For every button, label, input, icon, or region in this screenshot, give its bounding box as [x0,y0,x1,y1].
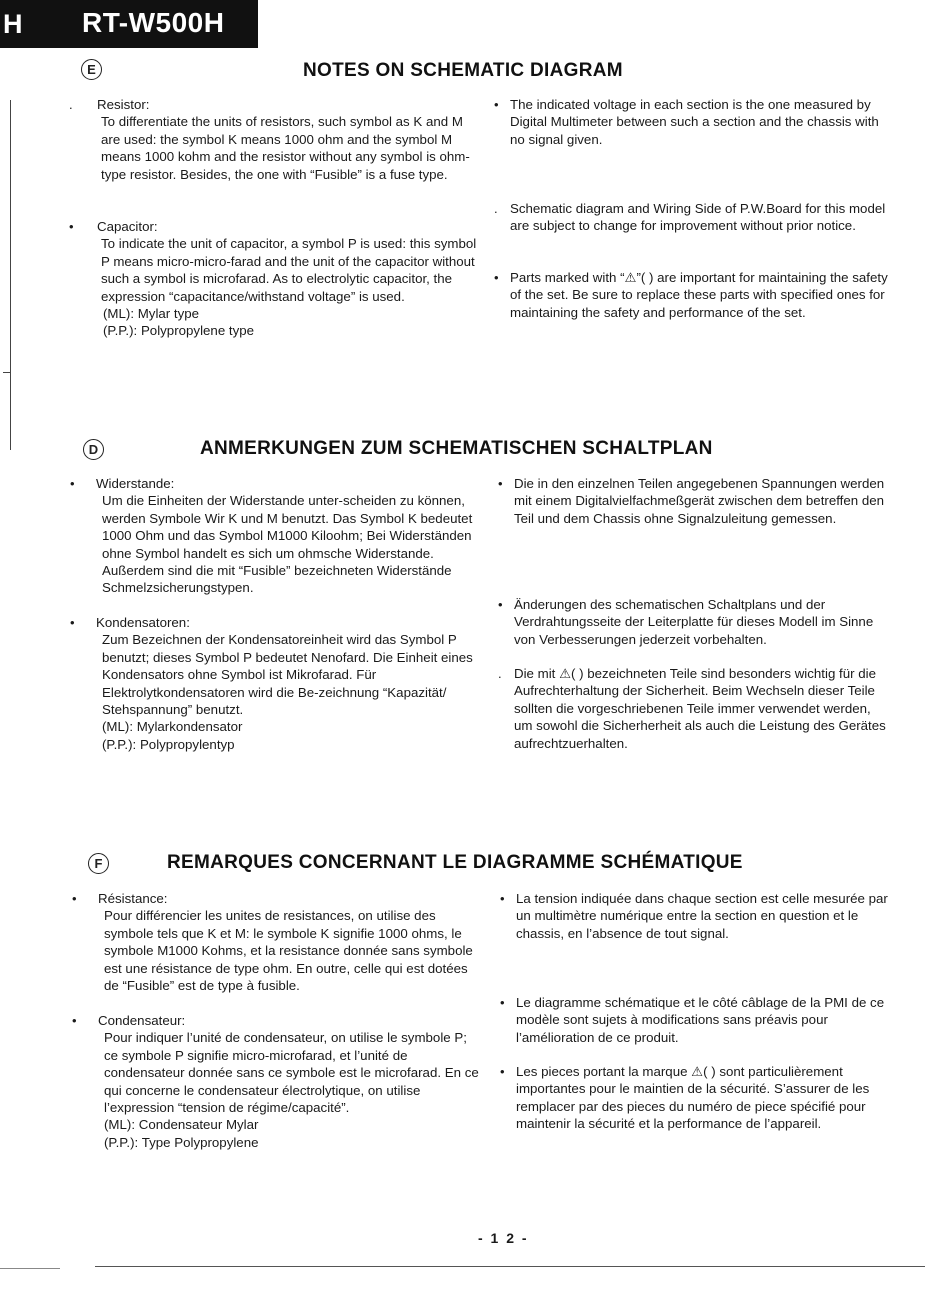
note-body: To indicate the unit of capacitor, a symbol P is used: this symbol P means micro-micro-farad and the unit of the capacitor without such a symbol is microfarad. As to electrolytic capacitor, the expression “capacitance/withstand voltage” is used. [101,236,477,304]
note-item [500,890,892,942]
model-name: RT-W500H [82,7,225,38]
note-extra: (ML): Condensateur Mylar [104,1117,259,1133]
bullet: • [72,1013,77,1028]
header-letter: H [3,9,23,39]
note-body: Pour indiquer l’unité de condensateur, on utilise le symbole P; ce symbole P signifie micro-microfarad, et l’unité de condensateur donnée sans ce symbole est le microfarad. En ce qui concerne le condensateur électrolytique, on utilise l’expression “tension de régime/capacité”. [104,1030,479,1116]
note-item [494,96,890,148]
note-item [494,200,890,235]
note-body: The indicated voltage in each section is the one measured by Digital Multimeter between such a section and the chassis with no signal given. [510,97,879,147]
note-body: Die in den einzelnen Teilen angegebenen Spannungen werden mit einem Digitalvielfachmeßgerät zwischen dem betreffen den Teil und dem Chassis ohne Signalzuleitung gemessen. [514,476,885,526]
margin-tick [3,372,11,373]
note-body: Um die Einheiten der Widerstande unter-scheiden zu können, werden Symbole Wir K und M benutzt. Das Symbol K bedeutet 1000 Ohm und das Symbol M1000 Kiloohm; Bei Widerständen ohne Symbol handelt es sich um ohmsche Widerstande. Außerdem sind die mit “Fusible” bezeichneten Widerstände Schmelzsicherungstypen. [102,493,473,596]
note-item [69,96,477,183]
header-bar [0,0,258,48]
bullet: • [500,1064,505,1079]
note-item [70,475,478,597]
note-extra: (ML): Mylar type [103,306,200,322]
note-item [494,269,890,321]
section-title: REMARQUES CONCERNANT LE DIAGRAMME SCHÉMATIQUE [167,852,743,873]
note-title: Condensateur: [98,1013,186,1028]
note-title: Résistance: [98,891,168,906]
bullet: • [500,995,505,1010]
note-body: Le diagramme schématique et le côté câblage de la PMI de ce modèle sont sujets à modifications sans préavis pour l’amélioration de ce produit. [516,995,885,1045]
bullet: • [70,615,75,630]
bullet: . [69,97,73,112]
note-body: To differentiate the units of resistors, such symbol as K and M are used: the symbol K means 1000 ohm and the symbol M means 1000 kohm and the resistor without any symbol is ohm-type resistor. Besides, the one with “Fusible” is a fuse type. [101,114,470,182]
note-title: Kondensatoren: [96,615,190,630]
section-title: ANMERKUNGEN ZUM SCHEMATISCHEN SCHALTPLAN [200,438,713,459]
note-title: Resistor: [97,97,150,112]
note-body: Les pieces portant la marque ⚠( ) sont particulièrement importantes pour le maintien de la sécurité. S’assurer de les remplacer par des pieces du numéro de piece spécifié pour maintenir la sécurité et la performance de l’appareil. [516,1064,870,1132]
bullet: • [498,476,503,491]
note-title: Widerstande: [96,476,175,491]
note-item [72,1012,480,1151]
language-badge: D [83,439,104,460]
note-extra: (P.P.): Polypropylene type [103,323,255,339]
language-badge: E [81,59,102,80]
note-extra: (P.P.): Type Polypropylene [104,1134,259,1150]
note-body: La tension indiquée dans chaque section est celle mesurée par un multimètre numérique entre la section en question et le chassis, en l’absence de tout signal. [516,891,888,941]
note-item [498,596,890,648]
note-item [69,218,477,340]
note-extra: (P.P.): Polypropylentyp [102,736,235,752]
bullet: • [494,270,499,285]
note-body: Änderungen des schematischen Schaltplans und der Verdrahtungsseite der Leiterplatte für dieses Modell im Sinne von Verbesserungen jederzeit vorbehalten. [514,597,874,647]
margin-line [10,100,11,450]
footer-rule-left [0,1268,60,1269]
note-item [498,665,890,752]
note-body: Die mit ⚠( ) bezeichneten Teile sind besonders wichtig für die Aufrechterhaltung der Sicherheit. Beim Wechseln dieser Teile sollten die vorgeschriebenen Teile immer verwendet werden, um sowohl die Sicherherheit als auch die Leistung des Gerätes aufrechtzuerhalten. [514,666,886,751]
note-body: Parts marked with “⚠”( ) are important for maintaining the safety of the set. Be sure to replace these parts with specified ones for maintaining the safety and performance of the set. [510,270,888,320]
bullet: . [498,666,502,681]
bullet: • [72,891,77,906]
language-badge: F [88,853,109,874]
bullet: . [494,201,498,216]
note-item [498,475,890,527]
page-number: - 1 2 - [478,1230,529,1246]
bullet: • [498,597,503,612]
bullet: • [500,891,505,906]
note-body: Pour différencier les unites de resistances, on utilise des symbole tels que K et M: le symbole K signifie 1000 ohms, le symbole M1000 Kohms, et la resistance donnée sans symbole est une résistance de type ohm. En outre, celle qui est dotées de “Fusible” est de type à fusible. [104,908,473,994]
note-item [500,1063,892,1133]
bullet: • [494,97,499,112]
bullet: • [69,219,74,234]
footer-rule [95,1266,925,1267]
section-title: NOTES ON SCHEMATIC DIAGRAM [303,60,623,81]
note-title: Capacitor: [97,219,158,234]
note-body: Zum Bezeichnen der Kondensatoreinheit wird das Symbol P benutzt; dieses Symbol P bedeutet Nenofard. Die Einheit eines Kondensators ohne Symbol ist Mikrofarad. Für Elektrolytkondensatoren wird die Be-zeichnung “Kapazität/ Stehspannung” benutzt. [102,632,473,718]
note-body: Schematic diagram and Wiring Side of P.W.Board for this model are subject to change for improvement without prior notice. [510,201,886,234]
note-extra: (ML): Mylarkondensator [102,719,243,735]
note-item [72,890,480,994]
note-item [500,994,892,1046]
bullet: • [70,476,75,491]
note-item [70,614,478,753]
